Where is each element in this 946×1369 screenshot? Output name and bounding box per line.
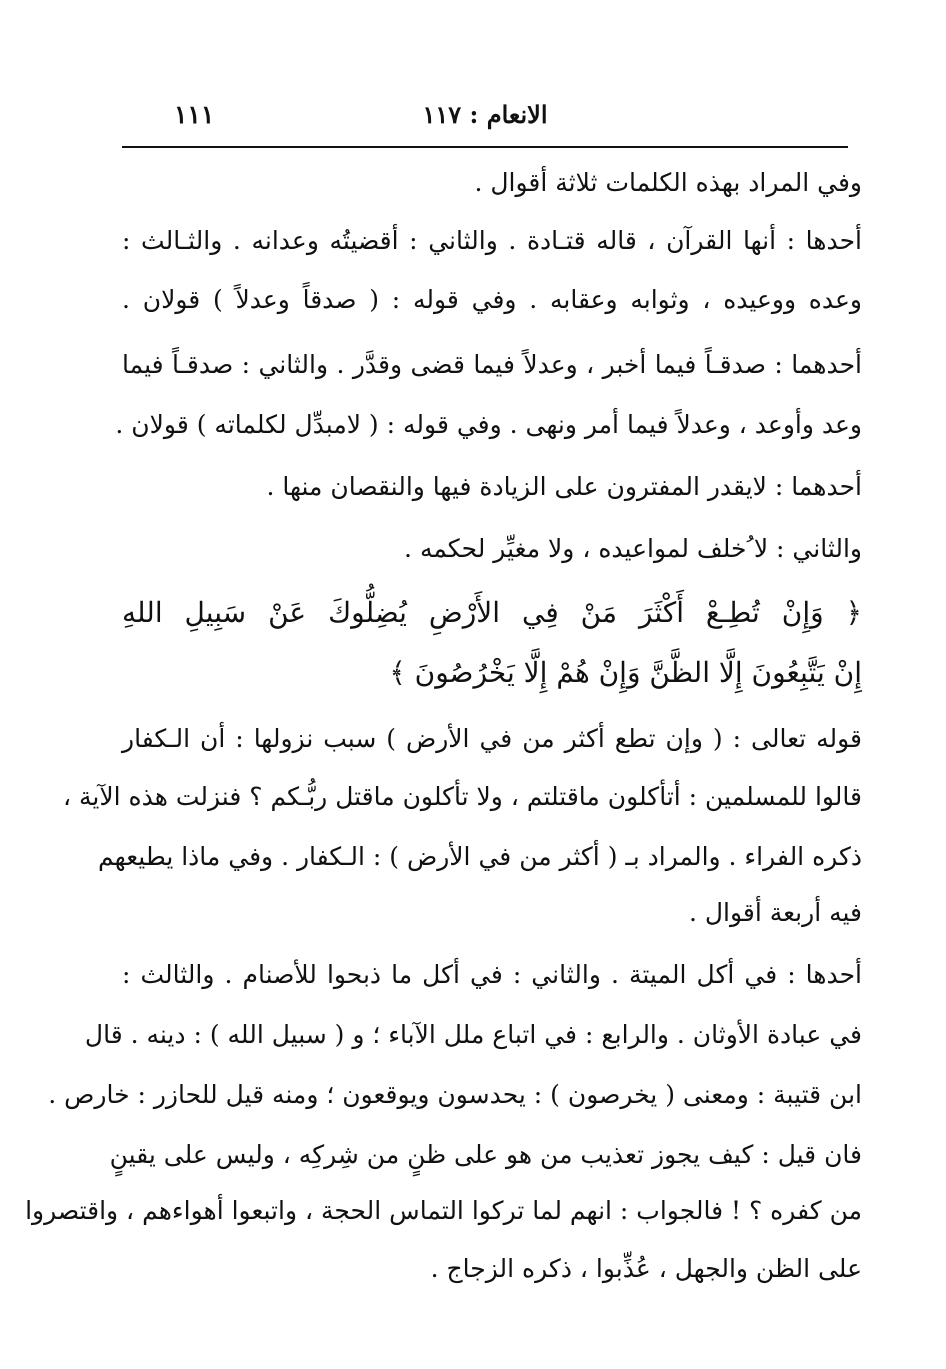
- running-title: الانعام : ١١٧: [422, 100, 548, 129]
- text-line: والثاني : لا ُخلف لمواعيده ، ولا مغيِّر لحكمه .: [404, 534, 862, 563]
- text-line: قوله تعالى : ( وإن تطع أكثر من في الأرض ) سبب نزولها : أن الـكفار: [122, 724, 862, 753]
- text-line: قالوا للمسلمين : أتأكلون ماقتلتم ، ولا تأكلون ماقتل ربُّـكم ؟ فنزلت هذه الآية ،: [62, 782, 862, 811]
- page-header: [122, 92, 848, 142]
- text-line: فان قيل : كيف يجوز تعذيب من هو على ظنٍ من شِركِه ، وليس على يقينٍ: [109, 1140, 862, 1169]
- page-number: ١١١: [174, 100, 215, 129]
- text-line: أحدها : أنها القرآن ، قاله قتـادة . والثاني : أقضيتُه وعدانه . والثـالث :: [122, 226, 862, 255]
- text-line: ابن قتيبة : ومعنى ( يخرصون ) : يحدسون ويوقعون ؛ ومنه قيل للحازر : خارص .: [48, 1080, 862, 1109]
- text-line: ذكره الفراء . والمراد بـ ( أكثر من في الأرض ) : الـكفار . وفي ماذا يطيعهم: [98, 842, 862, 871]
- quran-verse-line: ﴿ وَإِنْ تُطِـعْ أَكْثَرَ مَنْ فِي الأَرْضِ يُضِلُّوكَ عَنْ سَبِيلِ اللهِ: [122, 596, 862, 629]
- text-line: وعد وأوعد ، وعدلاً فيما أمر ونهى . وفي قوله : ( لامبدِّل لكلماته ) قولان .: [115, 410, 862, 439]
- text-line: أحدها : في أكل الميتة . والثاني : في أكل ما ذبحوا للأصنام . والثالث :: [122, 960, 862, 989]
- text-line: أحدهما : لايقدر المفترون على الزيادة فيها والنقصان منها .: [266, 472, 862, 501]
- text-line: أحدهما : صدقـاً فيما أخبر ، وعدلاً فيما قضى وقدَّر . والثاني : صدقـاً فيما: [122, 350, 862, 379]
- text-line: من كفره ؟ ! فالجواب : انهم لما تركوا التماس الحجة ، واتبعوا أهواءهم ، واقتصروا: [25, 1196, 862, 1225]
- text-line: في عبادة الأوثان . والرابع : في اتباع ملل الآباء ؛ و ( سبيل الله ) : دينه . قال: [84, 1020, 862, 1049]
- header-rule: [122, 146, 848, 148]
- text-line: فيه أربعة أقوال .: [688, 898, 862, 927]
- text-line: على الظن والجهل ، عُذِّبوا ، ذكره الزجاج .: [430, 1254, 862, 1283]
- quran-verse-line: إِنْ يَتَّبِعُونَ إِلَّا الظَّنَّ وَإِنْ هُمْ إِلَّا يَخْرُصُونَ ﴾: [389, 656, 862, 689]
- text-line: وفي المراد بهذه الكلمات ثلاثة أقوال .: [474, 168, 862, 197]
- text-line: وعده ووعيده ، وثوابه وعقابه . وفي قوله : ( صدقاً وعدلاً ) قولان .: [122, 285, 862, 314]
